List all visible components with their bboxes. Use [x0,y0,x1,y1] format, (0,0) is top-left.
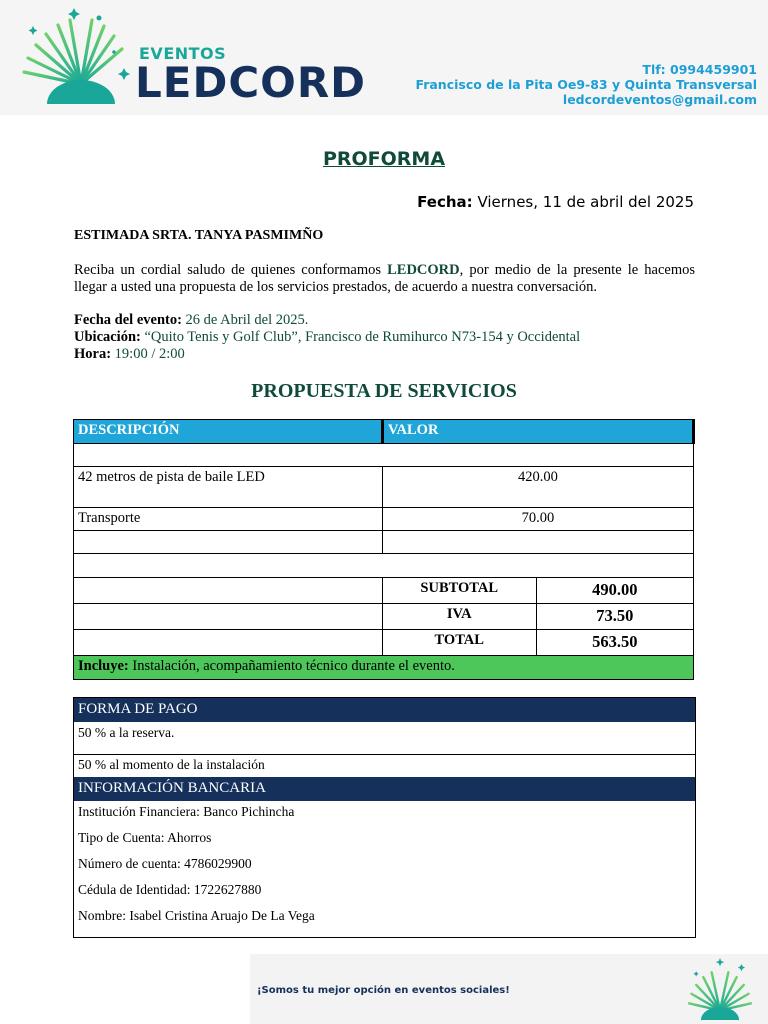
date-line [417,193,694,211]
subtotal-row [74,578,694,604]
services-table [73,419,695,680]
empty-cell [74,531,383,554]
payment-title: FORMA DE PAGO [74,698,695,722]
empty-cell [382,531,693,554]
greeting: ESTIMADA SRTA. TANYA PASMIMÑO [74,228,324,243]
intro-before: Reciba un cordial saludo de quienes conformamos [74,262,388,278]
empty-cell [74,630,383,656]
table-header-row [74,420,694,444]
item-description: Transporte [74,508,383,531]
empty-cell [74,554,694,578]
letterhead [0,0,768,115]
iva-label: IVA [382,604,536,630]
bank-title: INFORMACIÓN BANCARIA [74,777,695,801]
total-row [74,630,694,656]
document-title: PROFORMA [322,148,446,170]
subtotal-value: 490.00 [536,578,693,604]
intro-paragraph [74,262,695,296]
table-row [74,467,694,508]
iva-row [74,604,694,630]
includes-row [74,656,694,680]
time-value: 19:00 / 2:00 [114,346,185,362]
table-row-empty [74,531,694,554]
ledcord-sunburst-logo [678,958,762,1020]
bank-account-type: Tipo de Cuenta: Ahorros [78,830,212,845]
total-value: 563.50 [536,630,693,656]
table-row-empty [74,444,694,467]
brand-eventos: EVENTOS [139,44,227,63]
empty-cell [74,444,694,467]
contact-block [415,62,757,107]
time-label: Hora: [74,346,112,362]
payment-line: 50 % a la reserva. [78,725,175,740]
location-row [74,329,580,346]
table-row [74,508,694,531]
bank-id-number: Cédula de Identidad: 1722627880 [78,882,262,897]
event-date-label: Fecha del evento: [74,312,182,328]
empty-cell [74,604,383,630]
footer-slogan: ¡Somos tu mejor opción en eventos sociales! [257,985,510,996]
item-value: 70.00 [382,508,693,531]
date-label: Fecha: [417,193,473,211]
event-date-value: 26 de Abril del 2025. [185,312,309,328]
phone: Tlf: 0994459901 [642,62,757,77]
includes-label: Incluye: [78,658,129,674]
event-details [74,312,580,363]
intro-after: , por medio de la presente le hacemos llegar a usted una propuesta de los servicios prestados, de acuerdo a nuestra conversación. [74,262,695,295]
iva-value: 73.50 [536,604,693,630]
total-label: TOTAL [382,630,536,656]
payment-box [73,697,696,938]
brand-ledcord: LEDCORD [135,58,367,107]
includes-cell [74,656,694,680]
location-label: Ubicación: [74,329,141,345]
bank-account-number: Número de cuenta: 4786029900 [78,856,252,871]
date-value: Viernes, 11 de abril del 2025 [477,193,694,211]
subtotal-label: SUBTOTAL [382,578,536,604]
services-title: PROPUESTA DE SERVICIOS [251,380,517,402]
includes-text: Instalación, acompañamiento técnico durante el evento. [128,658,455,674]
ledcord-sunburst-logo [14,4,134,108]
item-value: 420.00 [382,467,693,508]
payment-line: 50 % al momento de la instalación [74,754,695,777]
empty-cell [74,578,383,604]
time-row [74,346,580,363]
item-description: 42 metros de pista de baile LED [74,467,383,508]
footer-banner [250,954,768,1024]
location-value: “Quito Tenis y Golf Club”, Francisco de Rumihurco N73-154 y Occidental [144,329,581,345]
bank-institution: Institución Financiera: Banco Pichincha [78,804,295,819]
intro-brand: LEDCORD [387,262,460,278]
table-row-empty [74,554,694,578]
address: Francisco de la Pita Oe9-83 y Quinta Transversal [415,77,757,92]
email: ledcordeventos@gmail.com [562,92,757,107]
event-date-row [74,312,580,329]
col-description-header: DESCRIPCIÓN [74,420,383,444]
col-value-header: VALOR [382,420,693,444]
bank-holder-name: Nombre: Isabel Cristina Aruajo De La Vega [78,908,315,923]
